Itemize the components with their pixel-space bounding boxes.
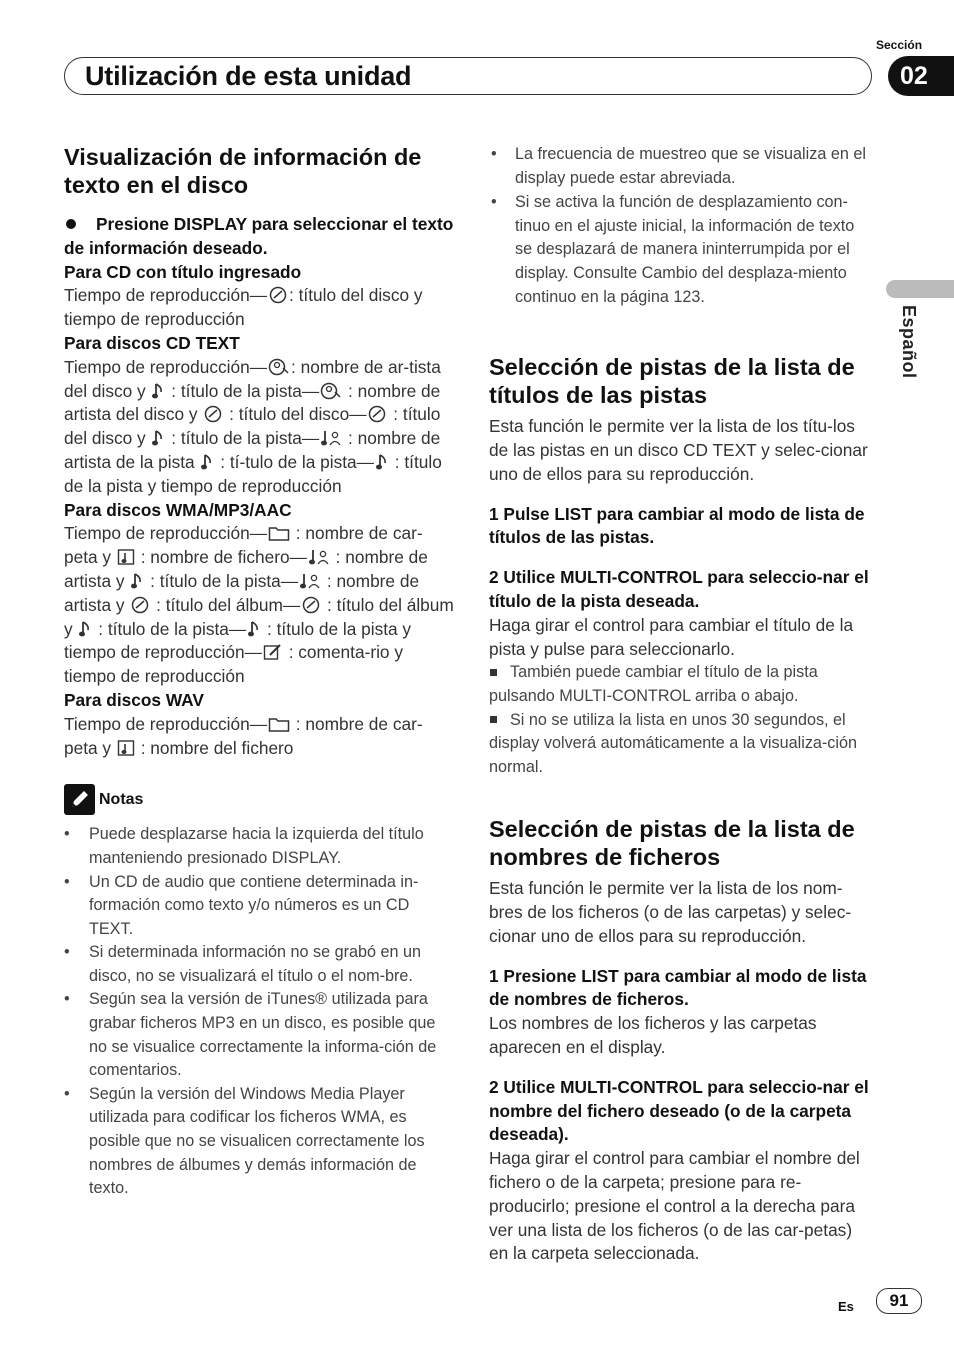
right-column xyxy=(489,143,875,1266)
list-item: • Según sea la versión de iTunes® utilizada para grabar ficheros MP3 en un disco, es posible que no se visualice correctamente la informa-ción de comentarios. xyxy=(64,988,454,1082)
sec1-heading: Selección de pistas de la lista de títulos de las pistas xyxy=(489,354,855,409)
title-bar xyxy=(64,57,872,95)
left-heading: Visualización de información de texto en el disco xyxy=(64,144,422,198)
text-span: : nombre de car-peta y xyxy=(64,523,423,568)
footer-language: Es xyxy=(838,1299,854,1314)
sec1-intro: Esta función le permite ver la lista de los títu-los de las pistas en un disco CD TEXT y selec-cionar uno de ellos para su reproducción. xyxy=(489,416,868,484)
text-span: : título de la pista— xyxy=(93,618,247,639)
text-span: : título del álbum— xyxy=(151,594,301,615)
page-title: Utilización de esta unidad xyxy=(85,61,412,91)
notes-header xyxy=(64,784,454,815)
folder-icon xyxy=(268,524,290,542)
cdtext-label: Para discos CD TEXT xyxy=(64,332,240,353)
list-item: • Si determinada información no se grabó en un disco, no se visualizará el título o el nom-bre. xyxy=(64,941,454,988)
track-note-icon xyxy=(151,429,165,447)
text-span: : título de la pista y tiempo de reproducción xyxy=(64,451,442,496)
track-note-icon xyxy=(375,453,389,471)
text-span: : nombre de artista del disco y xyxy=(64,380,441,425)
comment-edit-icon xyxy=(263,643,283,661)
sec1-note1 xyxy=(489,661,875,708)
sec1-step2-body: Haga girar el control para cambiar el título de la pista y pulse para seleccionarlo. xyxy=(489,614,854,659)
text-span: Si no se utiliza la lista en unos 30 segundos, el display volverá automáticamente a la visualiza-ción normal. xyxy=(489,710,857,776)
text-span: : título de la pista— xyxy=(166,380,320,401)
square-bullet-icon xyxy=(490,716,497,723)
instruction-text: Presione DISPLAY para seleccionar el texto de información deseado. xyxy=(64,214,454,258)
disc-icon xyxy=(268,286,288,304)
folder-icon xyxy=(268,715,290,733)
text-span: : nombre del fichero xyxy=(135,737,294,758)
text-span: : título de la pista— xyxy=(145,570,299,591)
text-span: : comenta-rio y tiempo de reproducción xyxy=(64,642,403,687)
text-span: : nombre de artista y xyxy=(64,547,428,591)
cdtext-body xyxy=(64,356,454,499)
list-item: • La frecuencia de muestreo que se visualiza en el display puede estar abreviada. xyxy=(489,143,875,190)
text-span: : título de la pista y tiempo de reproducción— xyxy=(64,618,412,663)
track-note-icon xyxy=(151,382,165,400)
cd-title-text xyxy=(64,284,454,332)
sec2-step2: 2 Utilice MULTI-CONTROL para seleccio-nar el nombre del fichero deseado (o de la carpeta deseada). xyxy=(489,1076,869,1145)
list-item: • Un CD de audio que contiene determinada in-formación como texto y/o números es un CD TEXT. xyxy=(64,871,454,942)
text-span: : título del disco y tiempo de reproducción xyxy=(64,285,423,330)
text-span: : tí-tulo de la pista— xyxy=(215,451,374,472)
text-span: : nombre de artista y xyxy=(64,570,420,615)
notes-label: Notas xyxy=(99,790,144,808)
text-span: : título del disco— xyxy=(224,404,367,425)
list-item: • Puede desplazarse hacia la izquierda del título manteniendo presionado DISPLAY. xyxy=(64,823,454,870)
square-bullet-icon xyxy=(490,669,497,676)
text-span: : nombre de car-peta y xyxy=(64,713,423,758)
section-label: Sección xyxy=(876,38,923,52)
text-span: : nombre de fichero— xyxy=(135,547,307,568)
sec2-step1: 1 Presione LIST para cambiar al modo de lista de nombres de ficheros. xyxy=(489,965,867,1010)
page-number: 91 xyxy=(876,1288,922,1314)
sec1-note2 xyxy=(489,709,875,780)
text-span: : nombre de ar-tista del disco y xyxy=(64,356,441,401)
side-language-label: Español xyxy=(899,305,919,379)
track-note-icon xyxy=(247,620,261,638)
track-artist-icon xyxy=(320,429,342,447)
disc-artist-icon xyxy=(320,382,342,400)
wav-label: Para discos WAV xyxy=(64,689,204,710)
notes-list xyxy=(64,823,454,1201)
wav-body xyxy=(64,713,454,761)
wma-body xyxy=(64,522,454,689)
sec1-step2: 2 Utilice MULTI-CONTROL para seleccio-nar el título de la pista deseada. xyxy=(489,567,869,611)
sec2-step1-body: Los nombres de los ficheros y las carpetas aparecen en el display. xyxy=(489,1013,817,1058)
pencil-note-icon xyxy=(64,784,95,815)
track-note-icon xyxy=(78,620,92,638)
text-span: Tiempo de reproducción— xyxy=(64,285,267,306)
left-column xyxy=(64,143,454,1201)
cd-title-label: Para CD con título ingresado xyxy=(64,261,302,282)
round-bullet-icon xyxy=(66,219,76,229)
disc-icon xyxy=(130,596,150,614)
disc-artist-icon xyxy=(268,358,290,376)
text-span: Tiempo de reproducción— xyxy=(64,356,267,377)
track-note-icon xyxy=(200,453,214,471)
text-span: : nombre de artista de la pista xyxy=(64,428,441,472)
text-span: Tiempo de reproducción— xyxy=(64,523,267,544)
file-note-icon xyxy=(117,548,135,566)
sec2-intro: Esta función le permite ver la lista de los nom-bres de los ficheros (o de las carpetas) y selec-cionar uno de ellos para su reproducción. xyxy=(489,878,852,946)
disc-icon xyxy=(367,405,387,423)
file-note-icon xyxy=(117,739,135,757)
side-tab xyxy=(886,280,954,298)
section-number: 02 xyxy=(888,56,954,96)
list-item: • Según la versión del Windows Media Player utilizada para codificar los ficheros WMA, es posible que no se visualicen correctamente los nombres de álbumes y demás información de texto. xyxy=(64,1083,454,1201)
text-span: Tiempo de reproducción— xyxy=(64,713,267,734)
track-note-icon xyxy=(130,572,144,590)
list-item: • Si se activa la función de desplazamiento con-tinuo en el ajuste inicial, la información de texto se desplazará de manera ininterrumpida por el display. Consulte Cambio del desplaza-miento continuo en la página 123. xyxy=(489,191,875,309)
track-artist-icon xyxy=(308,548,330,566)
text-span: : título de la pista— xyxy=(166,428,320,449)
disc-icon xyxy=(301,596,321,614)
sec1-step1: 1 Pulse LIST para cambiar al modo de lista de títulos de las pistas. xyxy=(489,503,865,548)
text-span: : título del disco y xyxy=(64,404,441,449)
instruction xyxy=(64,213,454,261)
track-artist-icon xyxy=(299,572,321,590)
text-span: También puede cambiar el título de la pista pulsando MULTI-CONTROL arriba o abajo. xyxy=(489,663,818,705)
text-span: : título del álbum y xyxy=(64,594,454,639)
disc-icon xyxy=(203,405,223,423)
sec2-heading: Selección de pistas de la lista de nombres de ficheros xyxy=(489,816,855,871)
wma-label: Para discos WMA/MP3/AAC xyxy=(64,499,292,520)
sec2-step2-body: Haga girar el control para cambiar el nombre del fichero o de la carpeta; presione para re-producirlo; presione el control a la derecha para ver una lista de los ficheros (o de las car-petas) en la carpeta seleccionada. xyxy=(489,1148,860,1264)
